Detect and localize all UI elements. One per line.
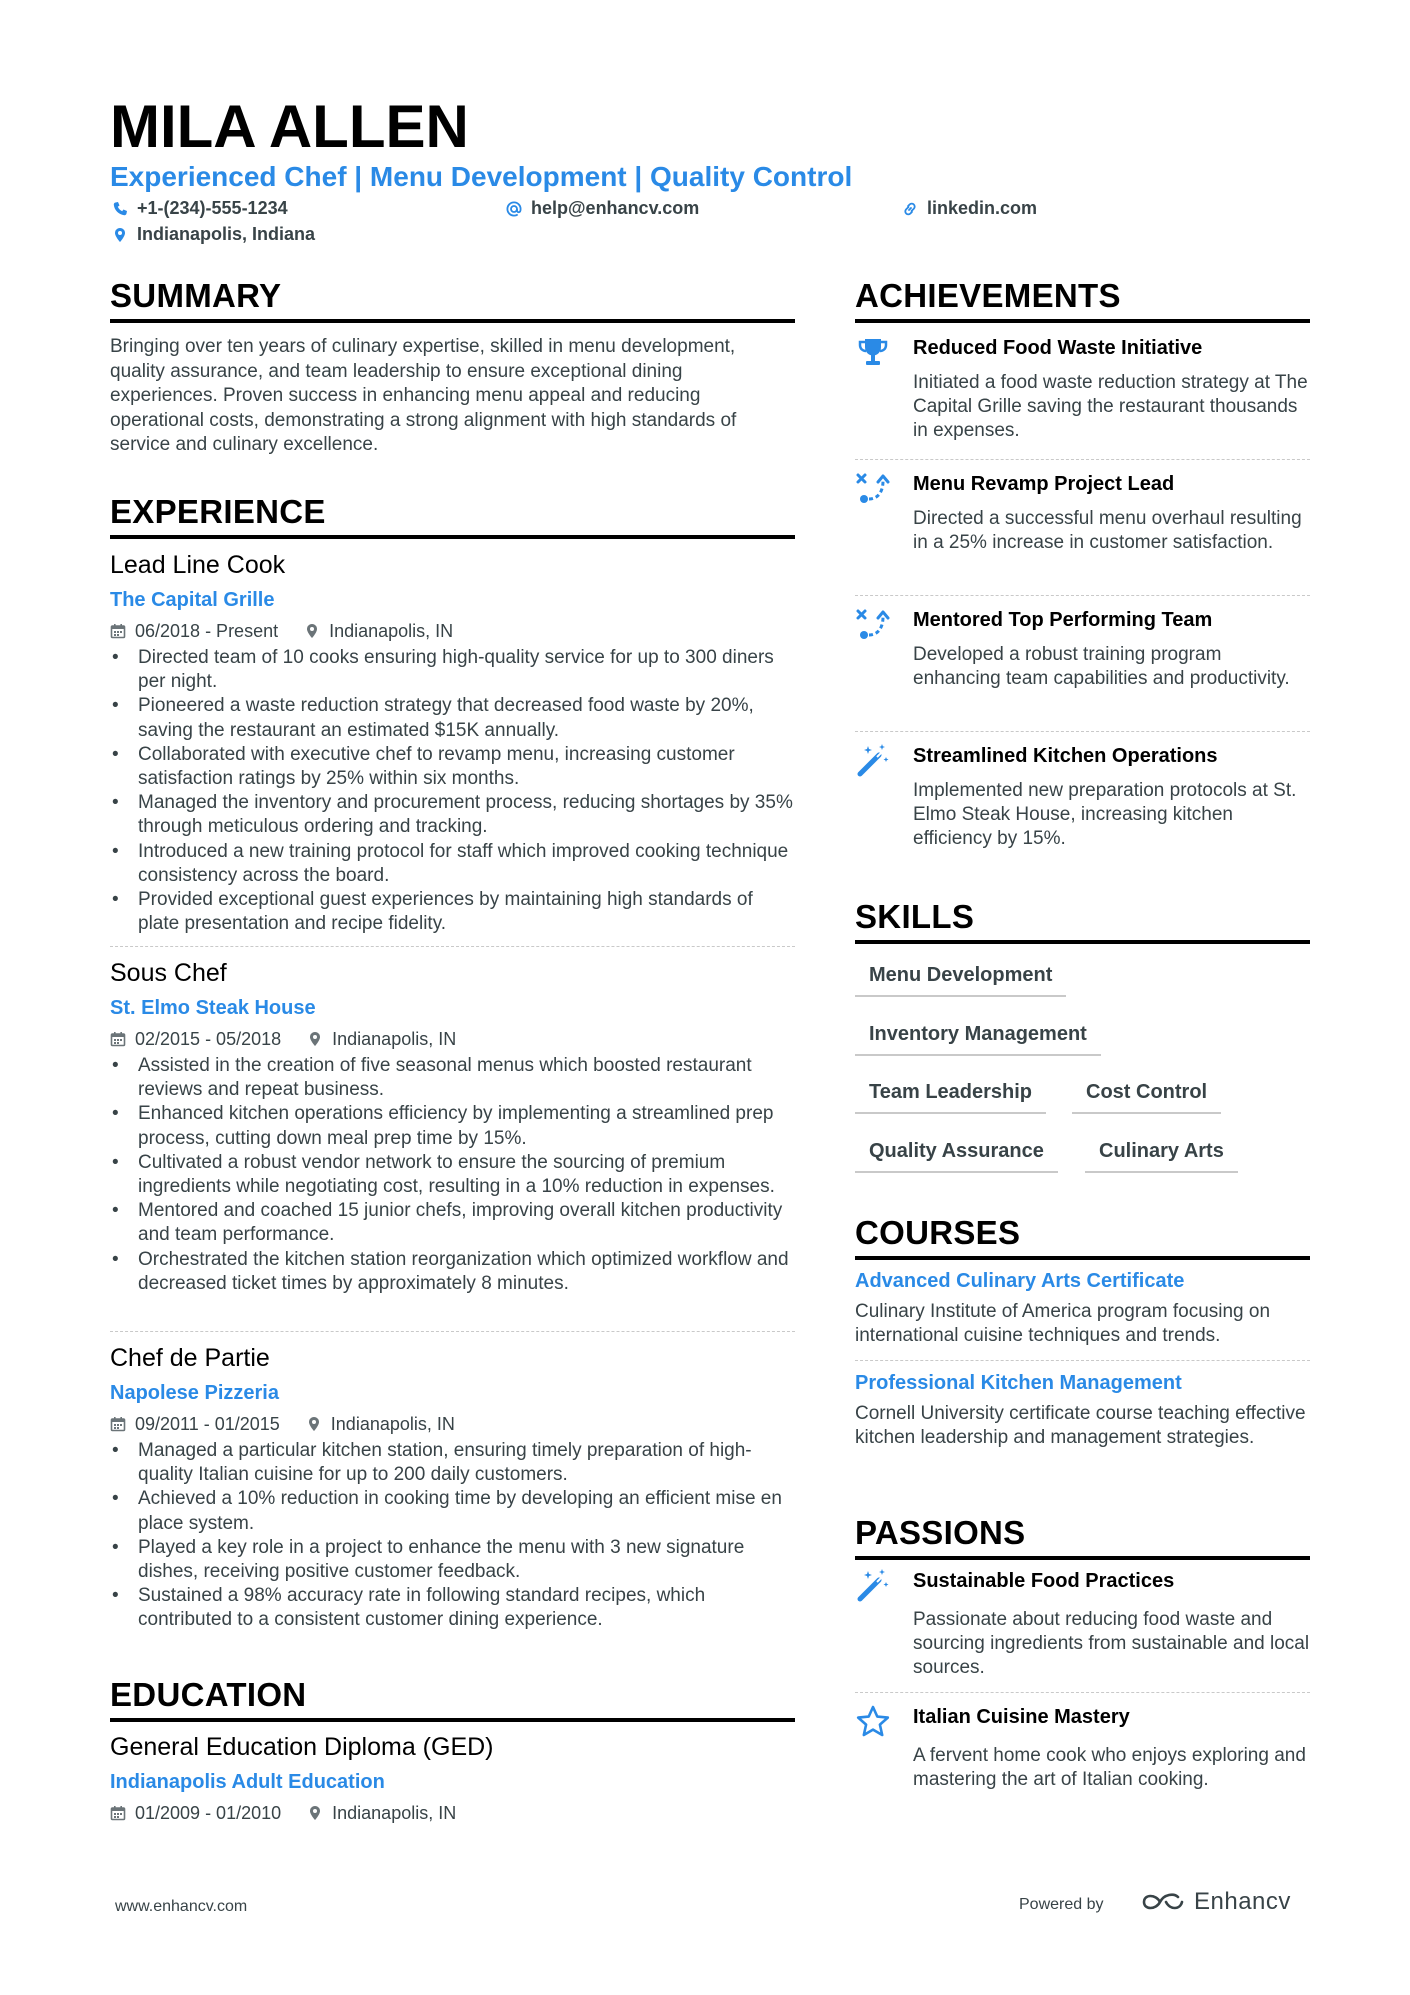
job-dates: [110, 1413, 280, 1435]
education-location-text: Indianapolis, IN: [332, 1803, 457, 1823]
contact-email[interactable]: [506, 198, 699, 219]
course-divider: [855, 1360, 1310, 1361]
calendar-icon: [110, 1805, 126, 1821]
location-pin-icon: [112, 227, 128, 243]
passion-desc: Passionate about reducing food waste and sourcing ingredients from sustainable and local sources.: [913, 1609, 1310, 1679]
job-entry: [110, 550, 795, 936]
course-desc: Culinary Institute of America program focusing on international cuisine techniques and trends.: [855, 1301, 1271, 1347]
school-name: Indianapolis Adult Education: [110, 1771, 385, 1793]
location-text: Indianapolis, Indiana: [137, 224, 316, 244]
skill-tag: Inventory Management: [855, 1023, 1101, 1056]
passions-rule: [855, 1556, 1310, 1560]
job-meta: [110, 1413, 795, 1435]
achievements-rule: [855, 319, 1310, 323]
location-pin-icon: [307, 1031, 323, 1047]
strategy-icon: [855, 471, 891, 507]
passion-title: Italian Cuisine Mastery: [913, 1706, 1130, 1728]
skill-tag: Menu Development: [855, 964, 1066, 997]
job-bullet: • Orchestrated the kitchen station reorganization which optimized workflow and decreased ticket times by approximately 8 minutes.: [110, 1248, 795, 1296]
education-dates-text: 01/2009 - 01/2010: [135, 1803, 282, 1823]
education-rule: [110, 1718, 795, 1722]
enhancv-logo-icon: [1140, 1889, 1186, 1915]
job-bullets: [110, 1054, 795, 1296]
skill-tag: Team Leadership: [855, 1081, 1046, 1114]
contact-linkedin[interactable]: [902, 198, 1037, 219]
summary-heading: SUMMARY: [110, 277, 282, 314]
education-location: [307, 1802, 456, 1824]
job-bullets: [110, 646, 795, 936]
star-icon: [855, 1704, 891, 1740]
phone-text: +1-(234)-555-1234: [137, 198, 288, 218]
job-location: [306, 1413, 455, 1435]
achievement-desc: Directed a successful menu overhaul resulting in a 25% increase in customer satisfaction.: [913, 508, 1302, 554]
achievement-divider: [855, 731, 1310, 732]
achievement-title: Mentored Top Performing Team: [913, 609, 1213, 631]
job-location: [307, 1028, 456, 1050]
company-name: The Capital Grille: [110, 589, 275, 611]
achievement-title: Reduced Food Waste Initiative: [913, 337, 1203, 359]
course-desc: Cornell University certificate course teaching effective kitchen leadership and management strategies.: [855, 1403, 1306, 1449]
education-meta: [110, 1802, 795, 1824]
contact-location: [112, 224, 315, 245]
job-bullet: • Achieved a 10% reduction in cooking time by developing an efficient mise en place system.: [110, 1487, 795, 1535]
job-bullet: • Played a key role in a project to enhance the menu with 3 new signature dishes, receiving positive customer feedback.: [110, 1536, 795, 1584]
strategy-icon: [855, 607, 891, 643]
education-entry: [110, 1732, 795, 1824]
job-bullet: • Enhanced kitchen operations efficiency by implementing a streamlined prep process, cutting down meal prep time by 15%.: [110, 1102, 795, 1150]
calendar-icon: [110, 623, 126, 639]
course-title: Professional Kitchen Management: [855, 1372, 1182, 1394]
candidate-name: MILA ALLEN: [110, 93, 469, 160]
location-pin-icon: [304, 623, 320, 639]
achievement-desc: Initiated a food waste reduction strategy at The Capital Grille saving the restaurant thousands in expenses.: [913, 372, 1308, 442]
job-bullet: • Mentored and coached 15 junior chefs, improving overall kitchen productivity and team performance.: [110, 1199, 795, 1247]
achievement-desc: Implemented new preparation protocols at St. Elmo Steak House, increasing kitchen efficiency by 15%.: [913, 780, 1297, 850]
location-pin-icon: [307, 1805, 323, 1821]
location-pin-icon: [306, 1416, 322, 1432]
magic-wand-icon: [855, 1568, 891, 1604]
job-bullet: • Cultivated a robust vendor network to ensure the sourcing of premium ingredients while negotiating cost, resulting in a 10% reduction in expenses.: [110, 1151, 795, 1199]
job-location-text: Indianapolis, IN: [330, 1414, 455, 1434]
passions-heading: PASSIONS: [855, 1514, 1026, 1551]
passion-desc: A fervent home cook who enjoys exploring and mastering the art of Italian cooking.: [913, 1745, 1306, 1791]
footer-brand[interactable]: [1140, 1888, 1291, 1916]
job-bullet: • Introduced a new training protocol for staff which improved cooking technique consistency across the board.: [110, 840, 795, 888]
passion-title: Sustainable Food Practices: [913, 1570, 1175, 1592]
summary-rule: [110, 319, 795, 323]
achievements-heading: ACHIEVEMENTS: [855, 277, 1121, 314]
degree-title: General Education Diploma (GED): [110, 1733, 494, 1761]
company-name: St. Elmo Steak House: [110, 997, 316, 1019]
job-bullet: • Collaborated with executive chef to revamp menu, increasing customer satisfaction ratings by 25% within six months.: [110, 743, 795, 791]
job-dates: [110, 620, 278, 642]
job-dates-text: 02/2015 - 05/2018: [135, 1029, 282, 1049]
skills-heading: SKILLS: [855, 898, 975, 935]
job-divider: [110, 1331, 795, 1332]
achievement-title: Streamlined Kitchen Operations: [913, 745, 1218, 767]
experience-heading: EXPERIENCE: [110, 493, 326, 530]
job-dates-text: 06/2018 - Present: [135, 621, 279, 641]
magic-wand-icon: [855, 743, 891, 779]
job-bullet: • Sustained a 98% accuracy rate in following standard recipes, which contributed to a consistent customer dining experience.: [110, 1584, 795, 1632]
course-title: Advanced Culinary Arts Certificate: [855, 1270, 1185, 1292]
job-bullet: • Managed a particular kitchen station, ensuring timely preparation of high-quality Italian cuisine for up to 200 daily customers.: [110, 1439, 795, 1487]
job-bullet: • Pioneered a waste reduction strategy that decreased food waste by 20%, saving the restaurant an estimated $15K annually.: [110, 694, 795, 742]
company-name: Napolese Pizzeria: [110, 1382, 279, 1404]
skill-tag: Culinary Arts: [1085, 1140, 1238, 1173]
at-sign-icon: [506, 201, 522, 217]
skills-rule: [855, 940, 1310, 944]
job-title: Chef de Partie: [110, 1344, 270, 1372]
education-dates: [110, 1802, 281, 1824]
job-title: Sous Chef: [110, 959, 227, 987]
footer-brand-text: Enhancv: [1194, 1888, 1291, 1915]
job-bullets: [110, 1439, 795, 1633]
job-location: [304, 620, 453, 642]
email-text: help@enhancv.com: [531, 198, 700, 218]
job-entry: [110, 958, 795, 1296]
contact-phone: [112, 198, 288, 219]
job-location-text: Indianapolis, IN: [329, 621, 454, 641]
education-heading: EDUCATION: [110, 1676, 307, 1713]
job-meta: [110, 620, 795, 642]
job-dates-text: 09/2011 - 01/2015: [135, 1414, 280, 1434]
achievement-divider: [855, 459, 1310, 460]
footer-powered-by: Powered by: [1019, 1896, 1104, 1913]
courses-rule: [855, 1256, 1310, 1260]
summary-text: Bringing over ten years of culinary expertise, skilled in menu development, quality assurance, and team leadership to ensure exceptional dining experiences. Proven success in enhancing menu appeal and reducing operational costs, demonstrating a strong alignment with high standards of service and culinary excellence.: [110, 336, 737, 455]
candidate-headline: Experienced Chef | Menu Development | Quality Control: [110, 161, 853, 192]
job-bullet: • Assisted in the creation of five seasonal menus which boosted restaurant reviews and repeat business.: [110, 1054, 795, 1102]
phone-icon: [112, 201, 128, 217]
calendar-icon: [110, 1416, 126, 1432]
job-entry: [110, 1343, 795, 1633]
job-dates: [110, 1028, 281, 1050]
achievement-divider: [855, 595, 1310, 596]
link-icon: [902, 201, 918, 217]
passion-divider: [855, 1692, 1310, 1693]
skill-tag: Cost Control: [1072, 1081, 1221, 1114]
job-divider: [110, 946, 795, 947]
job-bullet: • Directed team of 10 cooks ensuring high-quality service for up to 300 diners per night.: [110, 646, 795, 694]
job-bullet: • Provided exceptional guest experiences by maintaining high standards of plate presentation and recipe fidelity.: [110, 888, 795, 936]
calendar-icon: [110, 1031, 126, 1047]
skill-tag: Quality Assurance: [855, 1140, 1058, 1173]
trophy-icon: [855, 335, 891, 371]
achievement-desc: Developed a robust training program enhancing team capabilities and productivity.: [913, 644, 1290, 690]
job-title: Lead Line Cook: [110, 551, 286, 579]
linkedin-text: linkedin.com: [927, 198, 1038, 218]
achievement-title: Menu Revamp Project Lead: [913, 473, 1175, 495]
job-meta: [110, 1028, 795, 1050]
experience-rule: [110, 535, 795, 539]
courses-heading: COURSES: [855, 1214, 1021, 1251]
job-bullet: • Managed the inventory and procurement process, reducing shortages by 35% through meticulous ordering and tracking.: [110, 791, 795, 839]
job-location-text: Indianapolis, IN: [332, 1029, 457, 1049]
footer-website[interactable]: www.enhancv.com: [115, 1898, 248, 1915]
